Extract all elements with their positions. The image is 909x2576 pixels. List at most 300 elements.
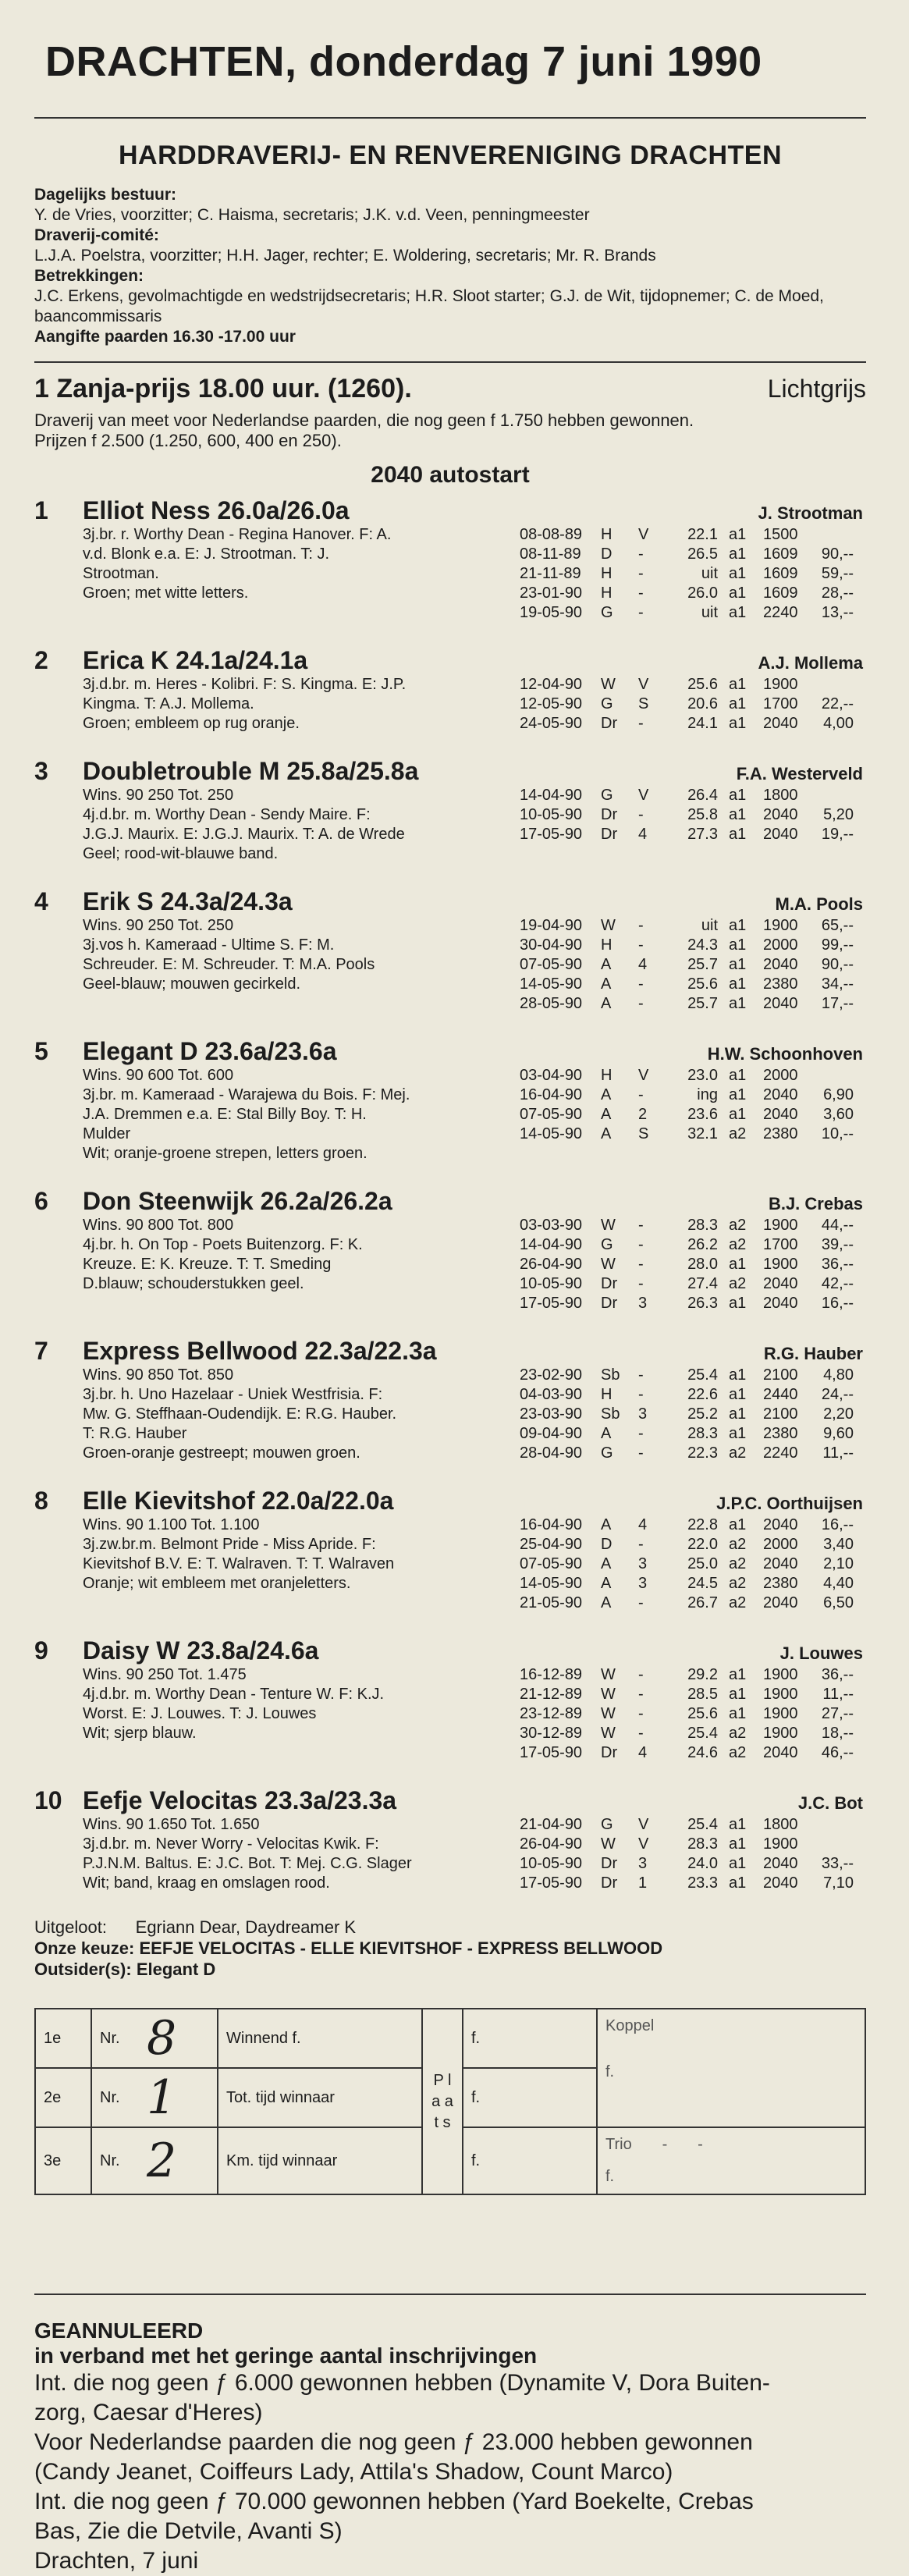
form-cell: 04-03-90 bbox=[520, 1386, 583, 1403]
form-cell: W bbox=[601, 1256, 616, 1273]
form-row bbox=[520, 1685, 866, 1704]
form-cell: Dr bbox=[601, 1295, 618, 1312]
form-cell: 21-05-90 bbox=[520, 1594, 583, 1611]
horse-name: 10 Eefje Velocitas 23.3a/23.3a bbox=[34, 1786, 397, 1814]
form-cell: - bbox=[638, 1386, 644, 1403]
form-cell: 44,-- bbox=[821, 1217, 854, 1234]
form-cell: 30-12-89 bbox=[520, 1725, 583, 1742]
form-cell: H bbox=[601, 526, 613, 543]
horse-info-line: Groen-oranje gestreept; mouwen groen. bbox=[83, 1444, 360, 1462]
form-cell: 2040 bbox=[763, 956, 798, 973]
horse-info-line: Schreuder. E: M. Schreuder. T: M.A. Pools bbox=[83, 956, 375, 973]
form-cell: 1900 bbox=[763, 917, 798, 934]
form-cell: G bbox=[601, 1236, 613, 1253]
form-cell: 23-03-90 bbox=[520, 1405, 583, 1423]
horse-info bbox=[34, 525, 520, 623]
form-cell: 25.0 bbox=[687, 1555, 718, 1572]
form-cell: 1900 bbox=[763, 676, 798, 693]
form-cell: Dr bbox=[601, 1855, 618, 1872]
form-cell: - bbox=[638, 917, 644, 934]
form-row bbox=[520, 1255, 866, 1274]
form-cell: 2040 bbox=[763, 1295, 798, 1312]
form-cell: 22.6 bbox=[687, 1386, 718, 1403]
form-row bbox=[520, 1815, 866, 1835]
form-cell: a1 bbox=[729, 787, 747, 804]
annulled-lines bbox=[34, 2368, 866, 2576]
horse-list bbox=[34, 496, 866, 1893]
form-cell: a1 bbox=[729, 1855, 747, 1872]
form-cell: a2 bbox=[729, 1575, 747, 1592]
horse-entry bbox=[34, 1337, 866, 1463]
form-cell: 2040 bbox=[763, 1555, 798, 1572]
form-cell: - bbox=[638, 1444, 644, 1462]
form-cell: a1 bbox=[729, 975, 747, 993]
form-cell: 21-04-90 bbox=[520, 1816, 583, 1833]
form-cell: 1900 bbox=[763, 1217, 798, 1234]
horse-entry bbox=[34, 646, 866, 734]
horse-trainer: H.W. Schoonhoven bbox=[707, 1044, 863, 1064]
form-cell: 23.0 bbox=[687, 1067, 718, 1084]
form-cell: 25.6 bbox=[687, 1705, 718, 1722]
form-cell: 4 bbox=[638, 956, 648, 973]
drawn-out: Uitgeloot: Egriann Dear, Daydreamer K bbox=[34, 1917, 357, 1937]
form-cell: a2 bbox=[729, 1744, 747, 1761]
form-cell: 21-11-89 bbox=[520, 565, 581, 582]
horse-form bbox=[520, 1515, 866, 1613]
form-cell: 25.4 bbox=[687, 1366, 718, 1384]
form-cell: 2380 bbox=[763, 1575, 798, 1592]
form-cell: 29.2 bbox=[687, 1666, 718, 1683]
form-cell: a1 bbox=[729, 1705, 747, 1722]
form-cell: 23.6 bbox=[687, 1106, 718, 1123]
result-label: Km. tijd winnaar bbox=[218, 2127, 422, 2194]
horse-name: 9 Daisy W 23.8a/24.6a bbox=[34, 1636, 319, 1665]
our-choice: Onze keuze: EEFJE VELOCITAS - ELLE KIEVITSHOF - EXPRESS BELLWOOD bbox=[34, 1938, 663, 1958]
form-cell: H bbox=[601, 1386, 613, 1403]
form-row bbox=[520, 825, 866, 844]
form-cell: a2 bbox=[729, 1536, 747, 1553]
form-cell: 26.2 bbox=[687, 1236, 718, 1253]
form-cell: 2100 bbox=[763, 1366, 798, 1384]
form-cell: 07-05-90 bbox=[520, 1555, 583, 1572]
form-cell: 10-05-90 bbox=[520, 1855, 583, 1872]
org-line: Y. de Vries, voorzitter; C. Haisma, secretaris; J.K. v.d. Veen, penningmeester bbox=[34, 206, 590, 224]
horse-info-line: 3j.zw.br.m. Belmont Pride - Miss Apride. F: bbox=[83, 1536, 376, 1553]
horse-info bbox=[34, 1665, 520, 1763]
horse-entry bbox=[34, 757, 866, 864]
race-conditions: Draverij van meet voor Nederlandse paarden, die nog geen f 1.750 hebben gewonnen. bbox=[34, 410, 694, 430]
nr-label: Nr. bbox=[91, 2009, 139, 2068]
plaats-value: f. bbox=[463, 2068, 597, 2127]
form-cell: - bbox=[638, 1217, 644, 1234]
form-cell: Dr bbox=[601, 826, 618, 843]
horse-info-line: 3j.vos h. Kameraad - Ultime S. F: M. bbox=[83, 936, 335, 954]
horse-info bbox=[34, 675, 520, 734]
form-cell: - bbox=[638, 936, 644, 954]
horse-trainer: M.A. Pools bbox=[775, 894, 863, 914]
plaats-value: f. bbox=[463, 2127, 597, 2194]
horse-entry bbox=[34, 1187, 866, 1313]
form-cell: uit bbox=[701, 565, 718, 582]
form-cell: 33,-- bbox=[821, 1855, 854, 1872]
form-cell: 3 bbox=[638, 1855, 648, 1872]
form-cell: a1 bbox=[729, 1067, 747, 1084]
form-cell: 14-05-90 bbox=[520, 1125, 583, 1142]
horse-info-line: 3j.br. h. Uno Hazelaar - Uniek Westfrisia. F: bbox=[83, 1386, 383, 1403]
form-cell: 17,-- bbox=[821, 995, 854, 1012]
horse-form bbox=[520, 1066, 866, 1164]
form-row bbox=[520, 1405, 866, 1424]
form-cell: 26.3 bbox=[687, 1295, 718, 1312]
form-cell bbox=[807, 1835, 854, 1854]
form-cell: - bbox=[638, 1536, 644, 1553]
form-cell: a1 bbox=[729, 1106, 747, 1123]
form-cell: 26.5 bbox=[687, 545, 718, 563]
form-cell: 3 bbox=[638, 1295, 648, 1312]
form-row bbox=[520, 675, 866, 695]
form-cell: 2000 bbox=[763, 1067, 798, 1084]
form-cell: Dr bbox=[601, 1275, 618, 1292]
form-cell: 3 bbox=[638, 1555, 648, 1572]
form-row bbox=[520, 1594, 866, 1613]
annulled-subtitle: in verband met het geringe aantal inschrijvingen bbox=[34, 2343, 538, 2368]
form-cell: 34,-- bbox=[821, 975, 854, 993]
form-cell: 26-04-90 bbox=[520, 1256, 583, 1273]
form-cell: 2040 bbox=[763, 1106, 798, 1123]
form-cell: a1 bbox=[729, 1366, 747, 1384]
form-cell: 4,40 bbox=[823, 1575, 854, 1592]
annulled-title: GEANNULEERD bbox=[34, 2318, 204, 2343]
horse-trainer: R.G. Hauber bbox=[763, 1344, 863, 1363]
form-cell: W bbox=[601, 1725, 616, 1742]
form-cell: 6,90 bbox=[823, 1086, 854, 1103]
horse-info-line: 3j.br. r. Worthy Dean - Regina Hanover. F: A. bbox=[83, 526, 392, 543]
form-cell: 23-02-90 bbox=[520, 1366, 583, 1384]
horse-entry bbox=[34, 496, 866, 623]
form-cell: 10-05-90 bbox=[520, 806, 583, 823]
form-cell: 10-05-90 bbox=[520, 1275, 583, 1292]
form-cell: 26-04-90 bbox=[520, 1835, 583, 1853]
form-row bbox=[520, 584, 866, 603]
form-row bbox=[520, 1294, 866, 1313]
horse-name: 6 Don Steenwijk 26.2a/26.2a bbox=[34, 1187, 392, 1215]
form-cell: 1 bbox=[638, 1874, 648, 1892]
plaats-value: f. bbox=[463, 2009, 597, 2068]
form-cell: 90,-- bbox=[821, 956, 854, 973]
form-cell: A bbox=[601, 1086, 612, 1103]
divider bbox=[34, 117, 866, 119]
form-cell: 2040 bbox=[763, 806, 798, 823]
form-cell: 3 bbox=[638, 1575, 648, 1592]
form-row bbox=[520, 564, 866, 584]
org-line: Aangifte paarden 16.30 -17.00 uur bbox=[34, 328, 296, 346]
nr-value[interactable]: 1 bbox=[139, 2068, 218, 2127]
form-cell: 16-04-90 bbox=[520, 1086, 583, 1103]
horse-name: 7 Express Bellwood 22.3a/22.3a bbox=[34, 1337, 437, 1365]
horse-info-line: Wins. 90 850 Tot. 850 bbox=[83, 1366, 234, 1384]
form-cell: 2040 bbox=[763, 995, 798, 1012]
form-cell: a2 bbox=[729, 1594, 747, 1611]
form-cell: a1 bbox=[729, 806, 747, 823]
form-cell: - bbox=[638, 1686, 644, 1703]
form-cell: 16,-- bbox=[821, 1295, 854, 1312]
form-cell: a1 bbox=[729, 1086, 747, 1103]
race-footer bbox=[34, 1917, 866, 1980]
form-cell: 1700 bbox=[763, 1236, 798, 1253]
form-cell: 16,-- bbox=[821, 1516, 854, 1533]
form-cell: ing bbox=[697, 1086, 718, 1103]
form-cell: 17-05-90 bbox=[520, 826, 583, 843]
form-cell bbox=[807, 1815, 854, 1835]
form-cell: 2380 bbox=[763, 975, 798, 993]
form-cell: a1 bbox=[729, 526, 747, 543]
form-cell: W bbox=[601, 1666, 616, 1683]
horse-info bbox=[34, 1066, 520, 1164]
form-cell: 25.6 bbox=[687, 676, 718, 693]
form-cell: 7,10 bbox=[823, 1874, 854, 1892]
form-cell: a1 bbox=[729, 1405, 747, 1423]
form-cell: 17-05-90 bbox=[520, 1874, 583, 1892]
form-cell: 24.5 bbox=[687, 1575, 718, 1592]
form-cell: 4,80 bbox=[823, 1366, 854, 1384]
form-cell: 28.5 bbox=[687, 1686, 718, 1703]
form-row bbox=[520, 1665, 866, 1685]
horse-info-line: Strootman. bbox=[83, 565, 159, 582]
form-cell: a1 bbox=[729, 1666, 747, 1683]
horse-info-line: Wins. 90 1.100 Tot. 1.100 bbox=[83, 1516, 260, 1533]
form-cell: 3,60 bbox=[823, 1106, 854, 1123]
organization-info bbox=[34, 185, 866, 347]
form-cell: 24.1 bbox=[687, 715, 718, 732]
form-cell: 25-04-90 bbox=[520, 1536, 583, 1553]
horse-info-line: 4j.d.br. m. Worthy Dean - Tenture W. F: K.J. bbox=[83, 1686, 385, 1703]
form-cell: a1 bbox=[729, 1816, 747, 1833]
form-cell: 2040 bbox=[763, 1086, 798, 1103]
form-cell: 28.3 bbox=[687, 1425, 718, 1442]
form-row bbox=[520, 1274, 866, 1294]
form-cell: Sb bbox=[601, 1405, 620, 1423]
horse-info-line: Wit; sjerp blauw. bbox=[83, 1725, 197, 1742]
result-label: Winnend f. bbox=[218, 2009, 422, 2068]
koppel-cell: Koppel f. bbox=[597, 2009, 865, 2127]
form-cell: 25.7 bbox=[687, 956, 718, 973]
form-cell: a2 bbox=[729, 1236, 747, 1253]
form-cell: 14-04-90 bbox=[520, 787, 583, 804]
form-cell: 2040 bbox=[763, 826, 798, 843]
form-cell: a1 bbox=[729, 936, 747, 954]
horse-info bbox=[34, 1815, 520, 1893]
form-cell: Dr bbox=[601, 806, 618, 823]
form-cell: 14-05-90 bbox=[520, 1575, 583, 1592]
form-cell: uit bbox=[701, 604, 718, 621]
form-cell: - bbox=[638, 1594, 644, 1611]
place-cell: 3e bbox=[35, 2127, 91, 2194]
form-row bbox=[520, 1535, 866, 1554]
nr-value[interactable]: 2 bbox=[139, 2127, 218, 2194]
horse-trainer: B.J. Crebas bbox=[768, 1194, 863, 1213]
horse-info-line: 4j.d.br. m. Worthy Dean - Sendy Maire. F: bbox=[83, 806, 371, 823]
form-cell: W bbox=[601, 676, 616, 693]
form-cell: 14-05-90 bbox=[520, 975, 583, 993]
nr-value[interactable]: 8 bbox=[139, 2009, 218, 2068]
form-cell: A bbox=[601, 1575, 612, 1592]
form-cell: 12-05-90 bbox=[520, 695, 583, 712]
form-cell: 4 bbox=[638, 826, 648, 843]
form-cell: 3,40 bbox=[823, 1536, 854, 1553]
form-cell: 28.0 bbox=[687, 1256, 718, 1273]
form-cell: 08-11-89 bbox=[520, 545, 581, 563]
form-cell: W bbox=[601, 1686, 616, 1703]
form-row bbox=[520, 1066, 866, 1085]
place-cell: 2e bbox=[35, 2068, 91, 2127]
form-cell: 22,-- bbox=[821, 695, 854, 712]
form-cell: a1 bbox=[729, 1425, 747, 1442]
race-header bbox=[34, 374, 866, 404]
form-cell: 2040 bbox=[763, 1275, 798, 1292]
horse-trainer: J.P.C. Oorthuijsen bbox=[716, 1494, 863, 1513]
form-cell: 1900 bbox=[763, 1835, 798, 1853]
form-cell: G bbox=[601, 604, 613, 621]
form-row bbox=[520, 1424, 866, 1444]
nr-label: Nr. bbox=[91, 2068, 139, 2127]
form-cell: 2040 bbox=[763, 1744, 798, 1761]
form-row bbox=[520, 805, 866, 825]
horse-info-line: 3j.br. m. Kameraad - Warajewa du Bois. F: Mej. bbox=[83, 1086, 410, 1103]
race-prizes: Prijzen f 2.500 (1.250, 600, 400 en 250). bbox=[34, 431, 342, 450]
horse-info-line: Groen; met witte letters. bbox=[83, 584, 249, 602]
annulled-line: Bas, Zie die Detvile, Avanti S) bbox=[34, 2518, 343, 2544]
form-row bbox=[520, 1724, 866, 1743]
form-cell: 24.3 bbox=[687, 936, 718, 954]
form-cell: 2100 bbox=[763, 1405, 798, 1423]
form-cell: V bbox=[638, 1067, 649, 1084]
form-cell: 24.6 bbox=[687, 1744, 718, 1761]
org-line: J.C. Erkens, gevolmachtigde en wedstrijdsecretaris; H.R. Sloot starter; G.J. de Wit, tijdopnemer; C. de Moed, baancommissaris bbox=[34, 287, 824, 325]
form-row bbox=[520, 1854, 866, 1874]
form-row bbox=[520, 1366, 866, 1385]
org-line: Betrekkingen: bbox=[34, 267, 144, 285]
horse-info bbox=[34, 1216, 520, 1313]
form-cell: G bbox=[601, 1444, 613, 1462]
form-cell: a1 bbox=[729, 695, 747, 712]
horse-trainer: F.A. Westerveld bbox=[736, 764, 863, 783]
form-cell: 07-05-90 bbox=[520, 956, 583, 973]
form-cell: a2 bbox=[729, 1725, 747, 1742]
form-cell: 3 bbox=[638, 1405, 648, 1423]
horse-entry bbox=[34, 1037, 866, 1164]
horse-trainer: J.C. Bot bbox=[797, 1793, 863, 1813]
org-line: L.J.A. Poelstra, voorzitter; H.H. Jager, rechter; E. Woldering, secretaris; Mr. R. Brands bbox=[34, 247, 656, 265]
horse-info bbox=[34, 916, 520, 1014]
form-row bbox=[520, 603, 866, 623]
form-cell: 10,-- bbox=[821, 1125, 854, 1142]
form-cell: 25.8 bbox=[687, 806, 718, 823]
form-cell: 5,20 bbox=[823, 806, 854, 823]
form-cell: 2040 bbox=[763, 1874, 798, 1892]
form-cell: 22.0 bbox=[687, 1536, 718, 1553]
form-cell: 1609 bbox=[763, 584, 798, 602]
form-row bbox=[520, 975, 866, 994]
form-cell: 23.3 bbox=[687, 1874, 718, 1892]
form-cell: 28.3 bbox=[687, 1217, 718, 1234]
form-cell: 25.6 bbox=[687, 975, 718, 993]
form-cell: 12-04-90 bbox=[520, 676, 583, 693]
form-cell: a1 bbox=[729, 956, 747, 973]
form-row bbox=[520, 1835, 866, 1854]
form-cell: 30-04-90 bbox=[520, 936, 583, 954]
form-cell: a1 bbox=[729, 1516, 747, 1533]
form-row bbox=[520, 714, 866, 734]
form-row bbox=[520, 695, 866, 714]
form-row bbox=[520, 916, 866, 936]
horse-info-line: Geel; rood-wit-blauwe band. bbox=[83, 845, 279, 862]
horse-form bbox=[520, 1366, 866, 1463]
form-row bbox=[520, 1125, 866, 1144]
form-cell: W bbox=[601, 1705, 616, 1722]
organization-name: HARDDRAVERIJ- EN RENVERENIGING DRACHTEN bbox=[118, 140, 783, 170]
form-cell: 2040 bbox=[763, 715, 798, 732]
form-cell: 08-08-89 bbox=[520, 526, 583, 543]
form-cell: A bbox=[601, 1516, 612, 1533]
form-row bbox=[520, 525, 866, 545]
annulled-line: Int. die nog geen ƒ 6.000 gewonnen hebben (Dynamite V, Dora Buiten- bbox=[34, 2370, 770, 2396]
form-cell: a1 bbox=[729, 584, 747, 602]
form-cell: 2000 bbox=[763, 1536, 798, 1553]
form-cell: 24-05-90 bbox=[520, 715, 583, 732]
result-row bbox=[35, 2009, 865, 2068]
horse-info bbox=[34, 786, 520, 864]
form-cell: 25.4 bbox=[687, 1725, 718, 1742]
form-cell: - bbox=[638, 1705, 644, 1722]
form-cell: a1 bbox=[729, 995, 747, 1012]
horse-info-line: P.J.N.M. Baltus. E: J.C. Bot. T: Mej. C.G. Slager bbox=[83, 1855, 412, 1872]
form-cell bbox=[807, 786, 854, 805]
form-cell: 4 bbox=[638, 1744, 648, 1761]
form-cell: G bbox=[601, 695, 613, 712]
horse-name: 1 Elliot Ness 26.0a/26.0a bbox=[34, 496, 350, 524]
form-cell: 28-04-90 bbox=[520, 1444, 583, 1462]
form-cell: 2040 bbox=[763, 1855, 798, 1872]
form-cell: 42,-- bbox=[821, 1275, 854, 1292]
form-cell: a1 bbox=[729, 1295, 747, 1312]
form-cell: V bbox=[638, 676, 649, 693]
form-cell: A bbox=[601, 975, 612, 993]
form-cell: 20.6 bbox=[687, 695, 718, 712]
nr-label: Nr. bbox=[91, 2127, 139, 2194]
horse-info-line: Oranje; wit embleem met oranjeletters. bbox=[83, 1575, 351, 1592]
form-cell: 1800 bbox=[763, 787, 798, 804]
form-cell: a1 bbox=[729, 917, 747, 934]
annulled-line: (Candy Jeanet, Coiffeurs Lady, Attila's Shadow, Count Marco) bbox=[34, 2459, 673, 2485]
form-cell: a1 bbox=[729, 545, 747, 563]
horse-entry bbox=[34, 1636, 866, 1763]
form-cell: 2 bbox=[638, 1106, 648, 1123]
form-row bbox=[520, 955, 866, 975]
form-cell: - bbox=[638, 1086, 644, 1103]
form-cell: a1 bbox=[729, 1256, 747, 1273]
form-cell: 27,-- bbox=[821, 1705, 854, 1722]
horse-info-line: D.blauw; schouderstukken geel. bbox=[83, 1275, 304, 1292]
form-cell: A bbox=[601, 995, 612, 1012]
form-cell: 4 bbox=[638, 1516, 648, 1533]
form-row bbox=[520, 1105, 866, 1125]
annulled-section bbox=[34, 2318, 866, 2576]
annulled-line: Int. die nog geen ƒ 70.000 gewonnen hebben (Yard Boekelte, Crebas bbox=[34, 2489, 754, 2514]
form-cell: - bbox=[638, 1366, 644, 1384]
form-cell: Dr bbox=[601, 1874, 618, 1892]
form-cell: 36,-- bbox=[821, 1256, 854, 1273]
page-title: DRACHTEN, donderdag 7 juni 1990 bbox=[45, 38, 762, 85]
